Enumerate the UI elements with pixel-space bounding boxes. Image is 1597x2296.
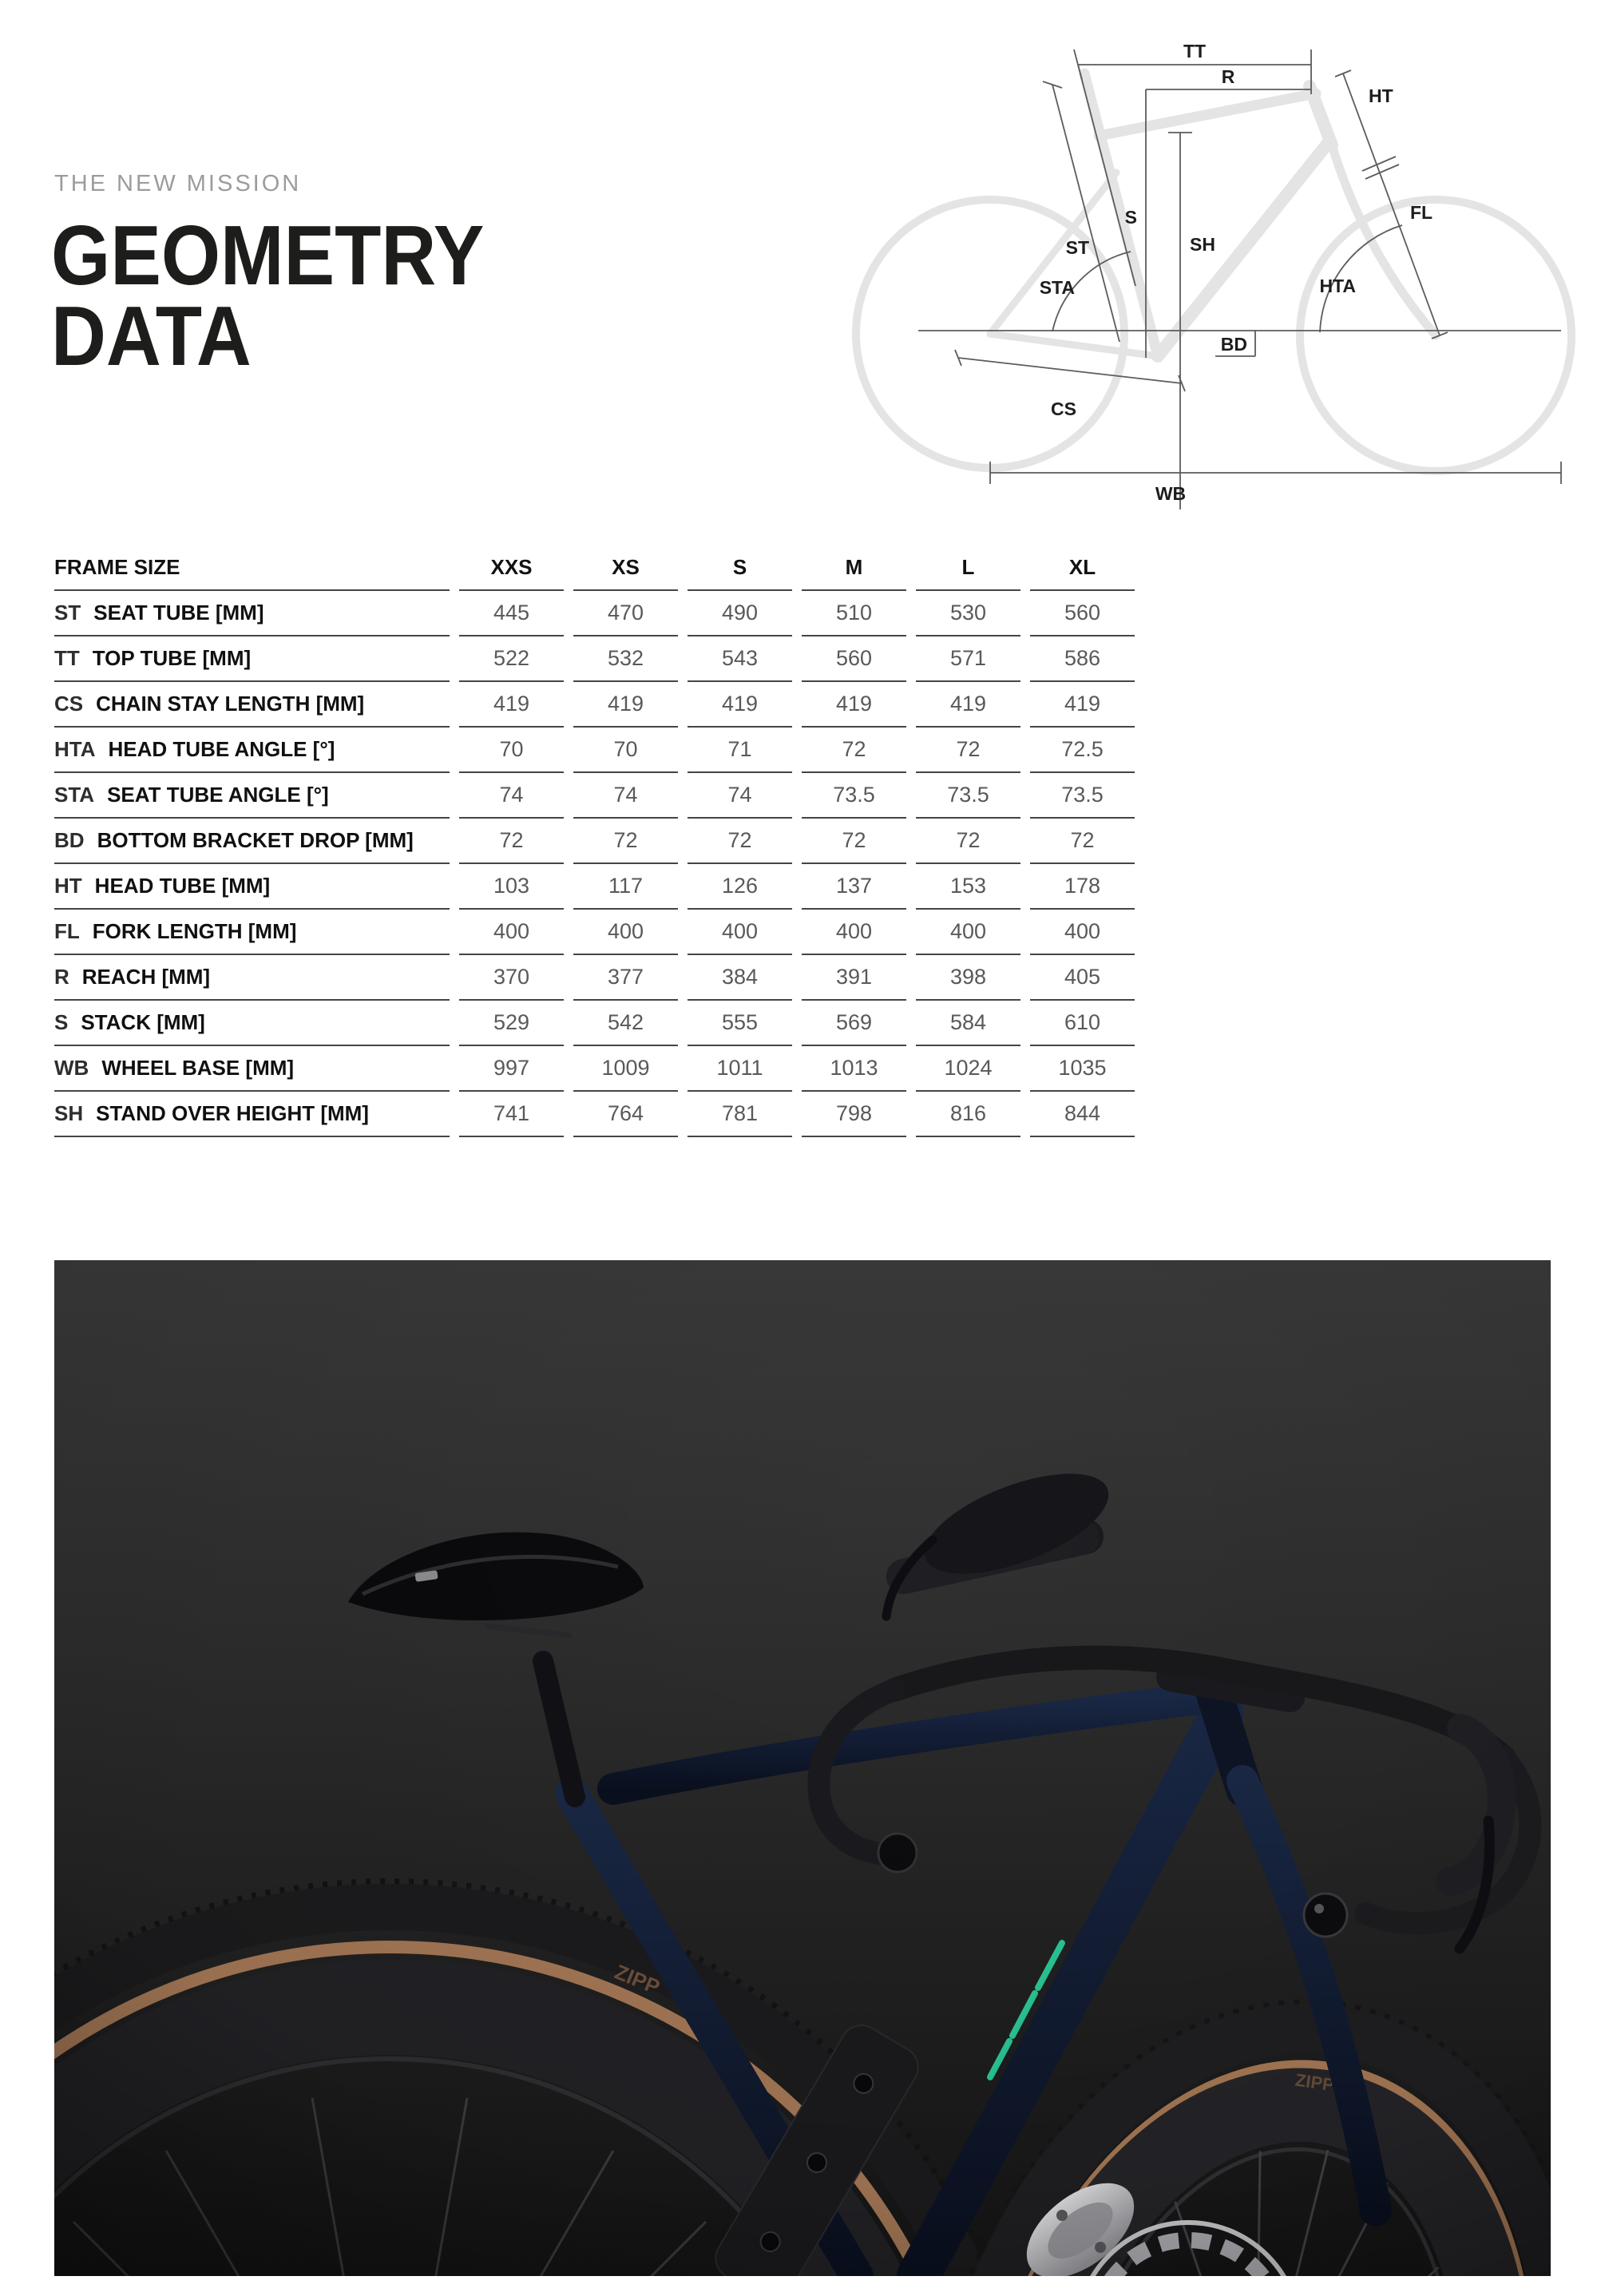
row-label-name: WHEEL BASE [MM] [101,1056,295,1080]
row-label [54,636,450,682]
dim-label-bd: BD [1220,334,1247,355]
cell-value: 137 [802,864,906,910]
cell-value: 798 [802,1092,906,1137]
row-label-name: STACK [MM] [81,1010,205,1034]
cell-value: 470 [573,591,678,636]
row-label [54,1092,450,1137]
cell-value: 419 [573,682,678,728]
table-row [54,728,1135,773]
geometry-diagram [838,14,1589,525]
table-row [54,910,1135,955]
cell-value: 1013 [802,1046,906,1092]
cell-value: 490 [688,591,792,636]
cell-value: 370 [459,955,564,1001]
table-row [54,955,1135,1001]
cell-value: 560 [1030,591,1135,636]
table-row [54,591,1135,636]
cell-value: 400 [1030,910,1135,955]
cell-value: 1009 [573,1046,678,1092]
row-label-name: CHAIN STAY LENGTH [MM] [96,692,365,716]
cell-value: 72 [459,819,564,864]
cell-value: 74 [573,773,678,819]
dim-label-ht: HT [1369,85,1393,106]
column-header-l: L [916,538,1020,591]
column-header-s: S [688,538,792,591]
fork-line [1332,145,1436,335]
cell-value: 764 [573,1092,678,1137]
cell-value: 1011 [688,1046,792,1092]
cell-value: 510 [802,591,906,636]
row-label-name: SEAT TUBE ANGLE [°] [107,783,329,807]
cell-value: 419 [688,682,792,728]
table-row [54,819,1135,864]
row-label-name: REACH [MM] [81,965,211,989]
cell-value: 610 [1030,1001,1135,1046]
page-title [51,208,485,383]
column-header-m: M [802,538,906,591]
cell-value: 419 [1030,682,1135,728]
table-row [54,1092,1135,1137]
cell-value: 384 [688,955,792,1001]
page-title-line2: DATA [51,288,252,383]
dim-label-s: S [1124,207,1137,228]
cell-value: 377 [573,955,678,1001]
cell-value: 398 [916,955,1020,1001]
cell-value: 71 [688,728,792,773]
dim-label-st: ST [1065,237,1089,258]
cell-value: 72 [916,819,1020,864]
row-label-prefix: TT [54,646,80,670]
cell-value: 178 [1030,864,1135,910]
cell-value: 153 [916,864,1020,910]
table-row [54,1001,1135,1046]
row-label-name: FORK LENGTH [MM] [92,919,297,943]
cell-value: 1035 [1030,1046,1135,1092]
row-label [54,910,450,955]
cell-value: 400 [916,910,1020,955]
row-label [54,955,450,1001]
cell-value: 555 [688,1001,792,1046]
row-label-prefix: HT [54,874,82,898]
cell-value: 73.5 [802,773,906,819]
row-label [54,728,450,773]
cell-value: 70 [459,728,564,773]
bike-photo-scene [54,1260,1551,2276]
table-header-row [54,538,1135,591]
table-row [54,1046,1135,1092]
cell-value: 542 [573,1001,678,1046]
row-label-prefix: CS [54,692,84,716]
dim-label-sta: STA [1039,277,1075,298]
cell-value: 781 [688,1092,792,1137]
cell-value: 532 [573,636,678,682]
cell-value: 405 [1030,955,1135,1001]
column-header-xxs: XXS [459,538,564,591]
cell-value: 816 [916,1092,1020,1137]
top-tube-line [1099,93,1316,136]
cell-value: 997 [459,1046,564,1092]
table-row [54,773,1135,819]
cell-value: 72 [916,728,1020,773]
row-label-prefix: BD [54,828,85,852]
cell-value: 74 [688,773,792,819]
row-label-prefix: FL [54,919,80,943]
cell-value: 400 [688,910,792,955]
cell-value: 569 [802,1001,906,1046]
column-header-xl: XL [1030,538,1135,591]
row-label-prefix: WB [54,1056,89,1080]
cell-value: 400 [573,910,678,955]
geometry-table [54,538,1144,1137]
cell-value: 73.5 [916,773,1020,819]
row-label [54,864,450,910]
cell-value: 419 [916,682,1020,728]
column-header-xs: XS [573,538,678,591]
row-label-name: HEAD TUBE [MM] [94,874,271,898]
cell-value: 103 [459,864,564,910]
row-label-name: STAND OVER HEIGHT [MM] [96,1101,369,1125]
cell-value: 400 [802,910,906,955]
row-label-name: HEAD TUBE ANGLE [°] [108,737,335,761]
cell-value: 522 [459,636,564,682]
cell-value: 117 [573,864,678,910]
dim-label-cs: CS [1051,399,1076,419]
cell-value: 844 [1030,1092,1135,1137]
row-label-name: BOTTOM BRACKET DROP [MM] [97,828,414,852]
cell-value: 72 [802,728,906,773]
row-label-prefix: ST [54,601,81,625]
cell-value: 70 [573,728,678,773]
photo-vignette [54,1260,1551,2276]
cell-value: 445 [459,591,564,636]
dim-label-wb: WB [1155,483,1187,504]
table-row [54,864,1135,910]
dim-label-fl: FL [1410,202,1433,223]
row-label-prefix: HTA [54,737,96,761]
row-label-prefix: STA [54,783,95,807]
row-label-name: TOP TUBE [MM] [92,646,252,670]
cell-value: 73.5 [1030,773,1135,819]
row-label-prefix: SH [54,1101,84,1125]
cell-value: 530 [916,591,1020,636]
cell-value: 586 [1030,636,1135,682]
eyebrow-text: THE NEW MISSION [54,171,302,196]
table-row [54,682,1135,728]
dimension-lines [918,50,1561,510]
cell-value: 741 [459,1092,564,1137]
cell-value: 72 [688,819,792,864]
bike-photo [54,1260,1551,2276]
row-label-name: SEAT TUBE [MM] [93,601,264,625]
cell-value: 560 [802,636,906,682]
row-label [54,1046,450,1092]
dim-label-hta: HTA [1319,276,1356,296]
row-label [54,819,450,864]
cell-value: 400 [459,910,564,955]
row-label-prefix: R [54,965,69,989]
cell-value: 1024 [916,1046,1020,1092]
row-label [54,1001,450,1046]
cell-value: 571 [916,636,1020,682]
row-label [54,682,450,728]
page-title-line1: GEOMETRY [51,208,485,303]
cell-value: 584 [916,1001,1020,1046]
cell-value: 72 [573,819,678,864]
cell-value: 543 [688,636,792,682]
dim-label-sh: SH [1190,234,1215,255]
cell-value: 72.5 [1030,728,1135,773]
cell-value: 74 [459,773,564,819]
cell-value: 72 [802,819,906,864]
dim-label-r: R [1221,66,1235,87]
table-row [54,636,1135,682]
cell-value: 419 [459,682,564,728]
cell-value: 529 [459,1001,564,1046]
cell-value: 391 [802,955,906,1001]
cell-value: 126 [688,864,792,910]
cell-value: 72 [1030,819,1135,864]
row-label [54,591,450,636]
dim-label-tt: TT [1183,41,1207,61]
column-header-frame-size: FRAME SIZE [54,538,450,591]
row-label-prefix: S [54,1010,69,1034]
chain-stay-line [990,334,1158,356]
row-label [54,773,450,819]
cell-value: 419 [802,682,906,728]
